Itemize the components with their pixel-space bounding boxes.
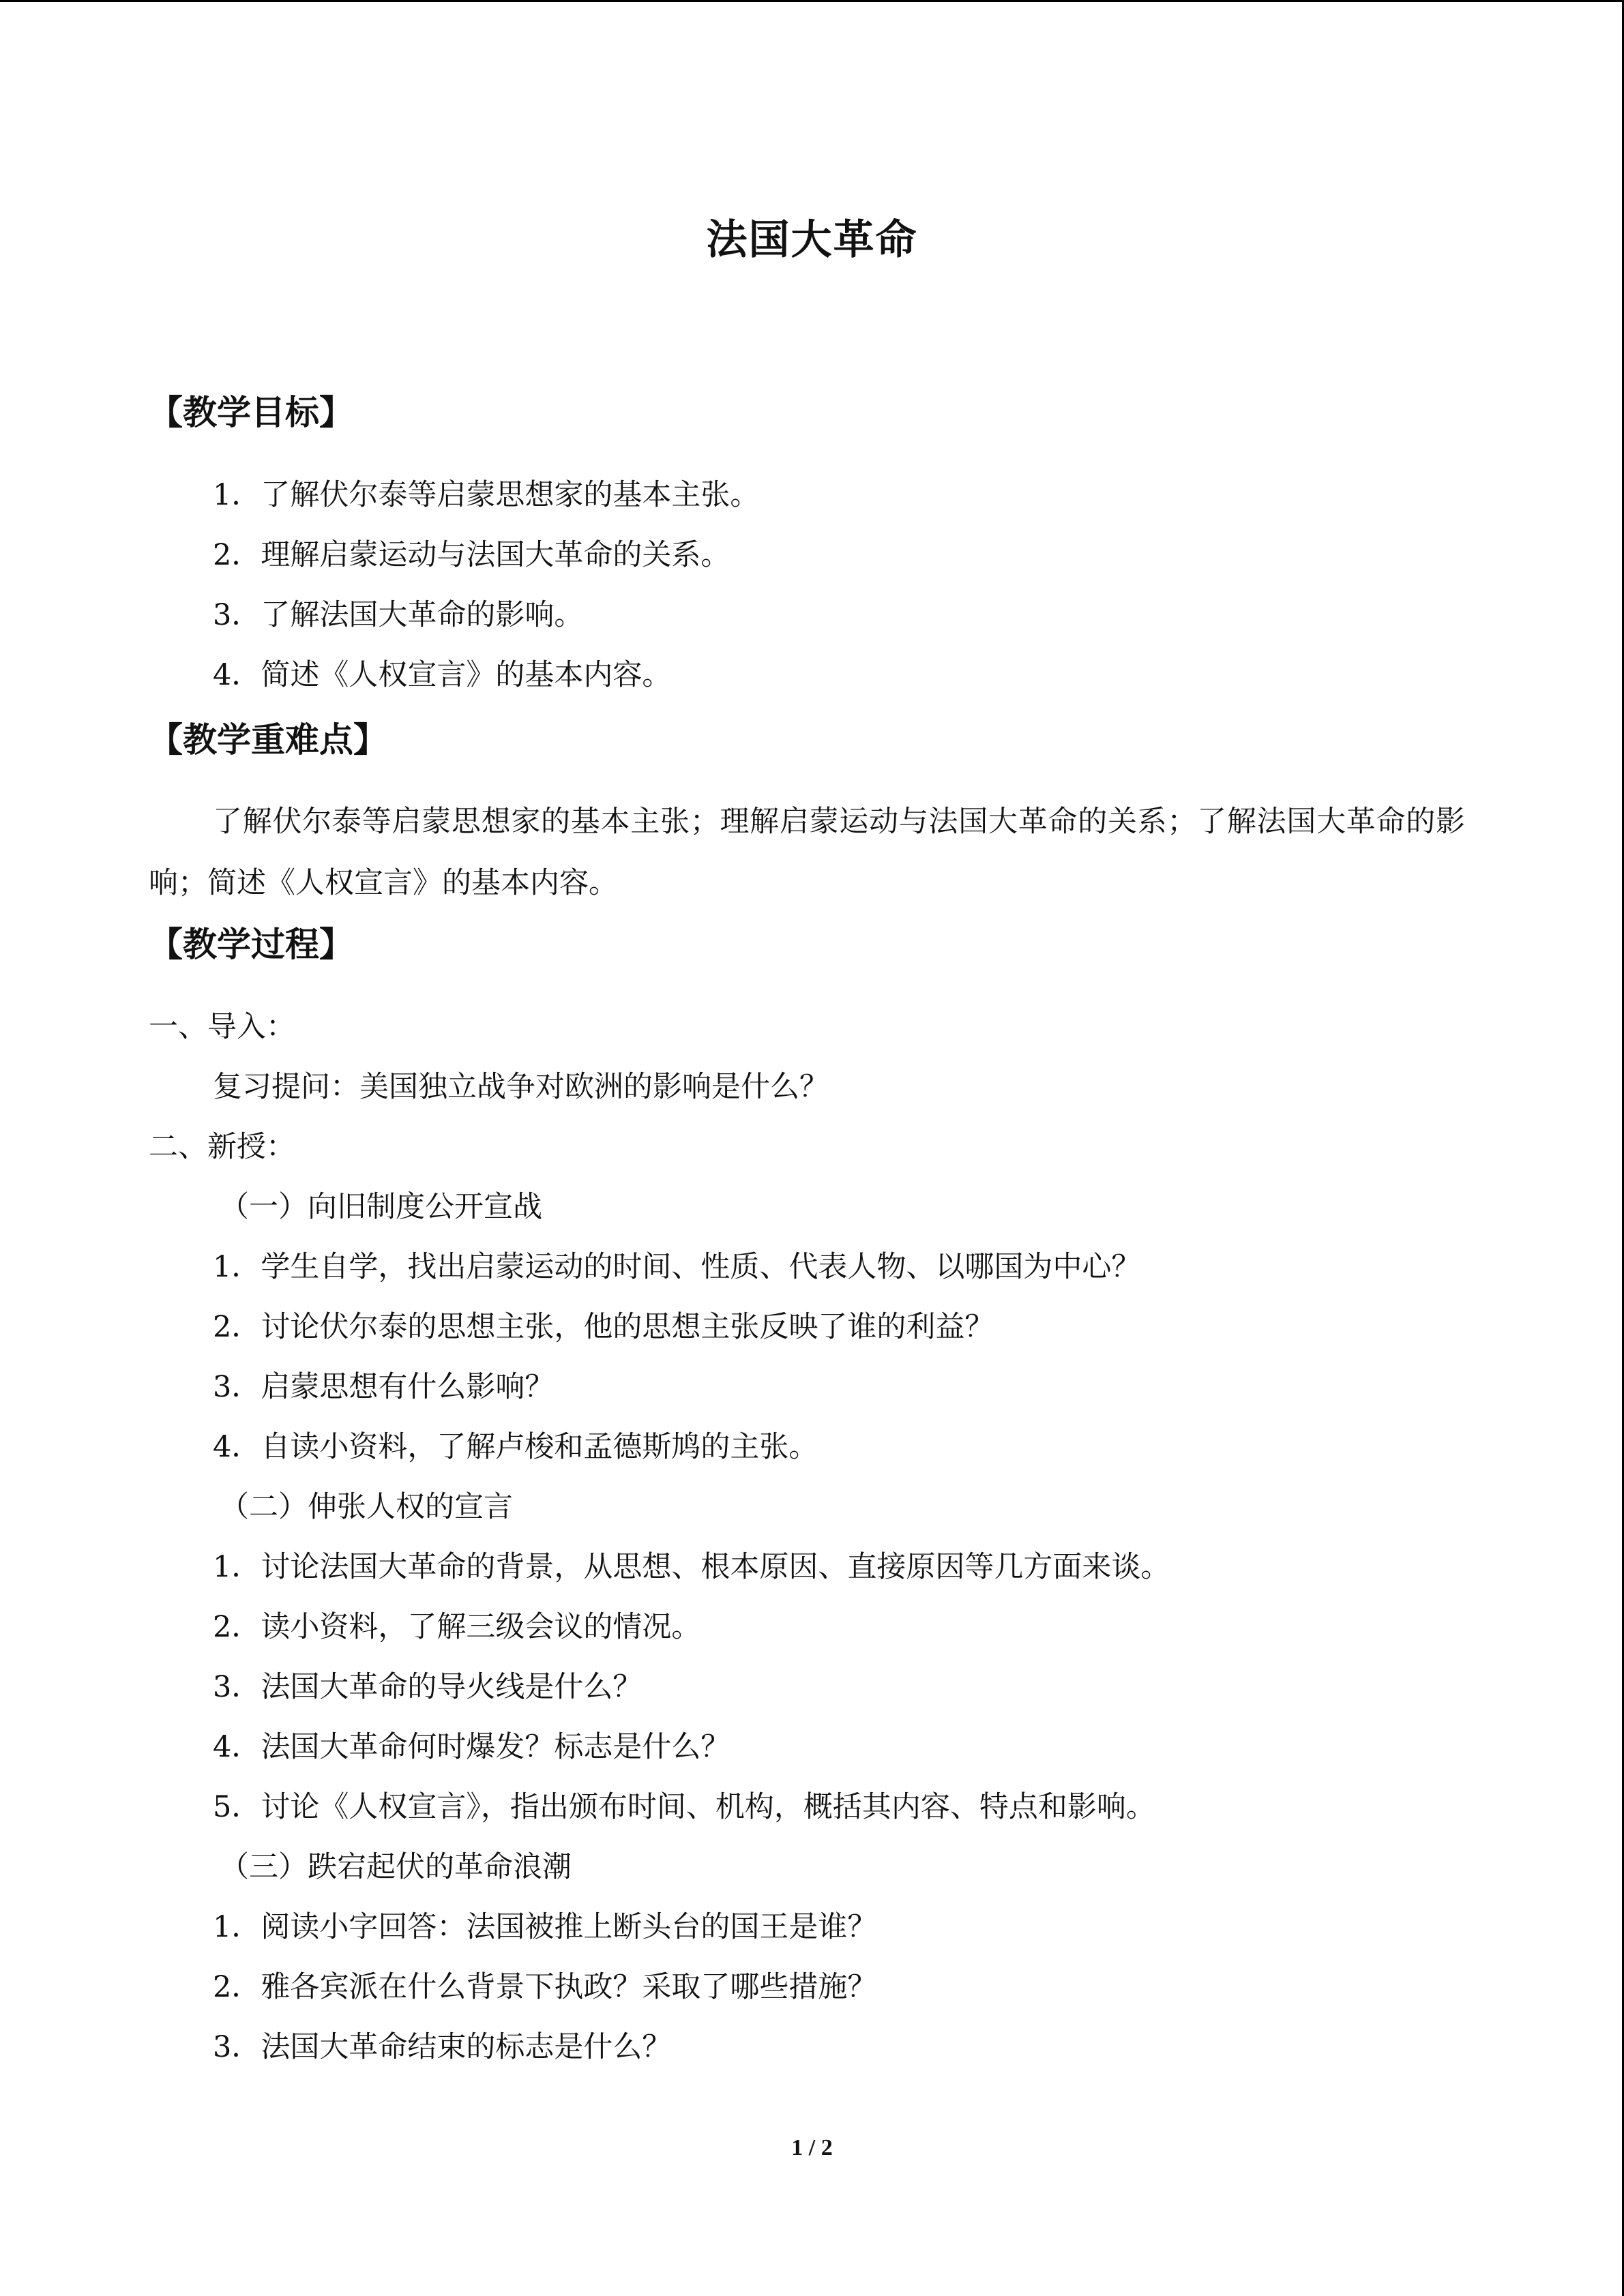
part-item: 4．法国大革命何时爆发？标志是什么？: [213, 1730, 730, 1764]
part-item: 3．法国大革命的导火线是什么？: [213, 1670, 643, 1704]
part-item: 3．法国大革命结束的标志是什么？: [213, 2030, 672, 2064]
part-item: 2．读小资料，了解三级会议的情况。: [213, 1610, 701, 1644]
objective-item: 4．简述《人权宣言》的基本内容。: [213, 658, 672, 692]
part-item: 5．讨论《人权宣言》，指出颁布时间、机构，概括其内容、特点和影响。: [213, 1790, 1155, 1824]
intro-label: 一、导入：: [149, 1010, 295, 1044]
part-title: （三）跌宕起伏的革命浪潮: [220, 1850, 572, 1884]
part-title: （二）伸张人权的宣言: [220, 1490, 513, 1524]
intro-text: 复习提问：美国独立战争对欧洲的影响是什么？: [213, 1070, 829, 1104]
part-item: 2．雅各宾派在什么背景下执政？采取了哪些措施？: [213, 1970, 877, 2004]
document-title: 法国大革命: [706, 216, 918, 264]
objective-item: 2．理解启蒙运动与法国大革命的关系。: [213, 538, 730, 572]
part-item: 4．自读小资料，了解卢梭和孟德斯鸠的主张。: [213, 1430, 818, 1464]
part-item: 3．启蒙思想有什么影响？: [213, 1370, 555, 1404]
part-item: 2．讨论伏尔泰的思想主张，他的思想主张反映了谁的利益？: [213, 1310, 994, 1344]
part-item: 1．讨论法国大革命的背景，从思想、根本原因、直接原因等几方面来谈。: [213, 1550, 1170, 1584]
page-border-top: [0, 0, 1624, 2]
objective-item: 3．了解法国大革命的影响。: [213, 598, 584, 632]
part-title: （一）向旧制度公开宣战: [220, 1190, 542, 1224]
new-lesson-label: 二、新授：: [149, 1130, 295, 1164]
heading-objectives: 【教学目标】: [149, 393, 353, 432]
heading-key-points: 【教学重难点】: [149, 720, 387, 760]
key-points-paragraph: 了解伏尔泰等启蒙思想家的基本主张；理解启蒙运动与法国大革命的关系；了解法国大革命的影响；简述《人权宣言》的基本内容。: [149, 805, 1465, 900]
part-item: 1．阅读小字回答：法国被推上断头台的国王是谁？: [213, 1910, 877, 1944]
part-item: 1．学生自学，找出启蒙运动的时间、性质、代表人物、以哪国为中心？: [213, 1250, 1141, 1284]
objective-item: 1．了解伏尔泰等启蒙思想家的基本主张。: [213, 478, 760, 512]
heading-process: 【教学过程】: [149, 925, 353, 964]
page-number: 1 / 2: [791, 2135, 833, 2160]
